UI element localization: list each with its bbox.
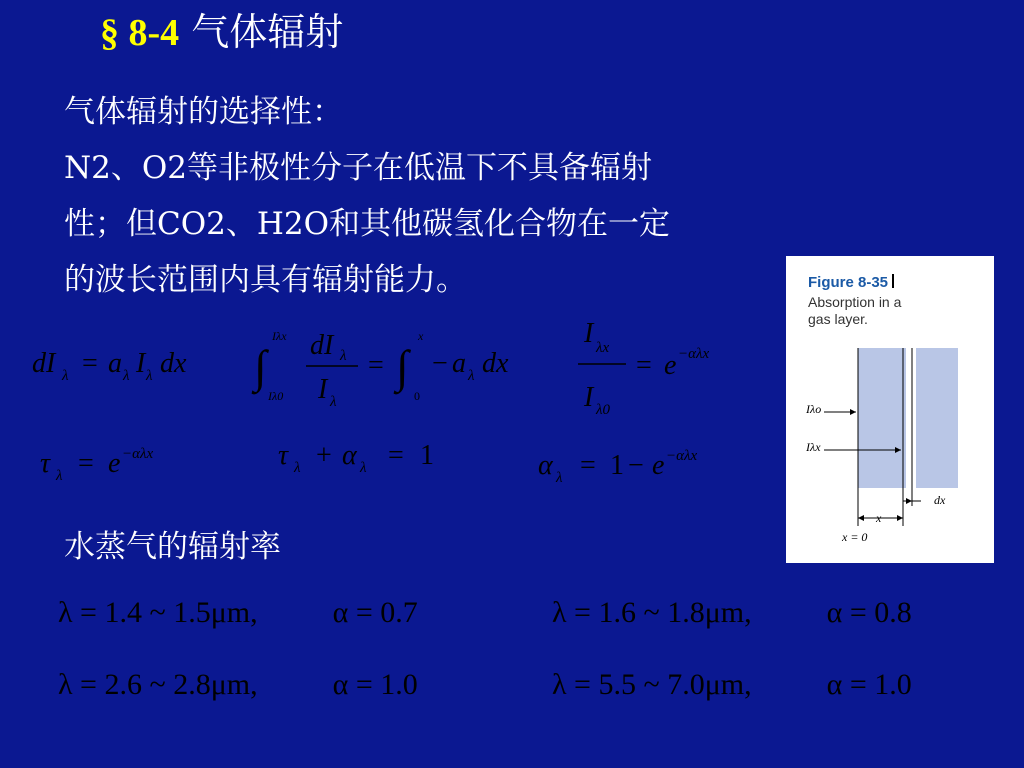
lambda-value: λ = 1.4 ~ 1.5μm, (58, 596, 258, 629)
section-title: 气体辐射 (191, 10, 344, 54)
svg-text:I: I (584, 318, 594, 349)
label-x0: x = 0 (842, 530, 868, 544)
svg-text:1: 1 (420, 440, 434, 471)
equations-image (28, 312, 768, 487)
figure-caption: Absorption in a gas layer. (808, 294, 902, 327)
paragraph-line: 气体辐射的选择性： (64, 94, 343, 130)
svg-text:λ: λ (330, 394, 337, 410)
svg-text:=: = (368, 350, 384, 381)
paragraph-line: N2、O2等非极性分子在低温下不具备辐射 (64, 150, 652, 186)
svg-text:−αλx: −αλx (678, 346, 710, 362)
svg-text:τ: τ (278, 440, 289, 471)
svg-text:=: = (388, 440, 404, 471)
alpha-value: α = 0.8 (826, 596, 912, 629)
svg-text:I: I (318, 374, 328, 405)
wavelength-range (552, 668, 912, 702)
svg-text:∫: ∫ (396, 341, 409, 392)
paragraph-line: 性；但CO2、H2O和其他碳氢化合物在一定 (64, 206, 671, 242)
svg-text:λ: λ (146, 368, 153, 384)
svg-text:λ: λ (123, 368, 130, 384)
wavelength-range (58, 668, 418, 702)
svg-text:Iλ0: Iλ0 (268, 389, 284, 403)
svg-text:∫: ∫ (254, 341, 267, 392)
lambda-value: λ = 5.5 ~ 7.0μm, (552, 668, 752, 701)
figure-title: Figure 8-35 (808, 274, 894, 291)
svg-text:−: − (628, 450, 644, 481)
svg-text:+: + (316, 440, 332, 471)
svg-text:a: a (452, 348, 466, 379)
svg-text:dx: dx (160, 348, 187, 379)
svg-text:e: e (664, 350, 677, 381)
alpha-value: α = 1.0 (332, 668, 418, 701)
paragraph-line: 的波长范围内具有辐射能力。 (64, 262, 467, 298)
section-number: § 8-4 (100, 12, 180, 54)
svg-text:e: e (652, 450, 665, 481)
alpha-value: α = 1.0 (826, 668, 912, 701)
subheading: 水蒸气的辐射率 (64, 529, 281, 565)
svg-text:τ: τ (40, 448, 51, 479)
svg-text:α: α (538, 450, 553, 481)
label-i-lambda-x: Iλx (806, 440, 821, 454)
svg-text:λ: λ (62, 368, 69, 384)
svg-text:−αλx: −αλx (666, 448, 698, 464)
svg-text:0: 0 (414, 389, 420, 403)
alpha-value: α = 0.7 (332, 596, 418, 629)
svg-text:λ: λ (360, 460, 367, 476)
svg-text:λ0: λ0 (596, 402, 610, 418)
svg-text:I: I (584, 382, 594, 413)
svg-text:=: = (78, 448, 94, 479)
label-dx: dx (934, 493, 946, 507)
svg-text:λ: λ (56, 468, 63, 484)
label-x: x (876, 511, 882, 525)
wavelength-range (58, 596, 418, 630)
figure-gas-layer (786, 256, 994, 563)
svg-text:I: I (136, 348, 146, 379)
svg-text:=: = (82, 348, 98, 379)
svg-text:α: α (342, 440, 357, 471)
label-i-lambda-o: Iλo (806, 402, 822, 416)
svg-text:λ: λ (556, 470, 563, 486)
slide-title (100, 8, 343, 57)
svg-text:Iλx: Iλx (272, 329, 287, 343)
lambda-value: λ = 2.6 ~ 2.8μm, (58, 668, 258, 701)
svg-text:dI: dI (310, 330, 334, 361)
svg-text:λ: λ (294, 460, 301, 476)
svg-text:dx: dx (482, 348, 509, 379)
svg-text:a: a (108, 348, 122, 379)
svg-text:−: − (432, 348, 448, 379)
svg-text:−αλx: −αλx (122, 446, 154, 462)
wavelength-range (552, 596, 912, 630)
svg-text:λ: λ (468, 368, 475, 384)
svg-text:1: 1 (610, 450, 624, 481)
svg-text:e: e (108, 448, 121, 479)
svg-text:=: = (580, 450, 596, 481)
svg-text:λx: λx (596, 340, 610, 356)
lambda-value: λ = 1.6 ~ 1.8μm, (552, 596, 752, 629)
svg-text:λ: λ (340, 348, 347, 364)
svg-text:dI: dI (32, 348, 56, 379)
svg-text:=: = (636, 350, 652, 381)
svg-text:x: x (418, 329, 424, 343)
